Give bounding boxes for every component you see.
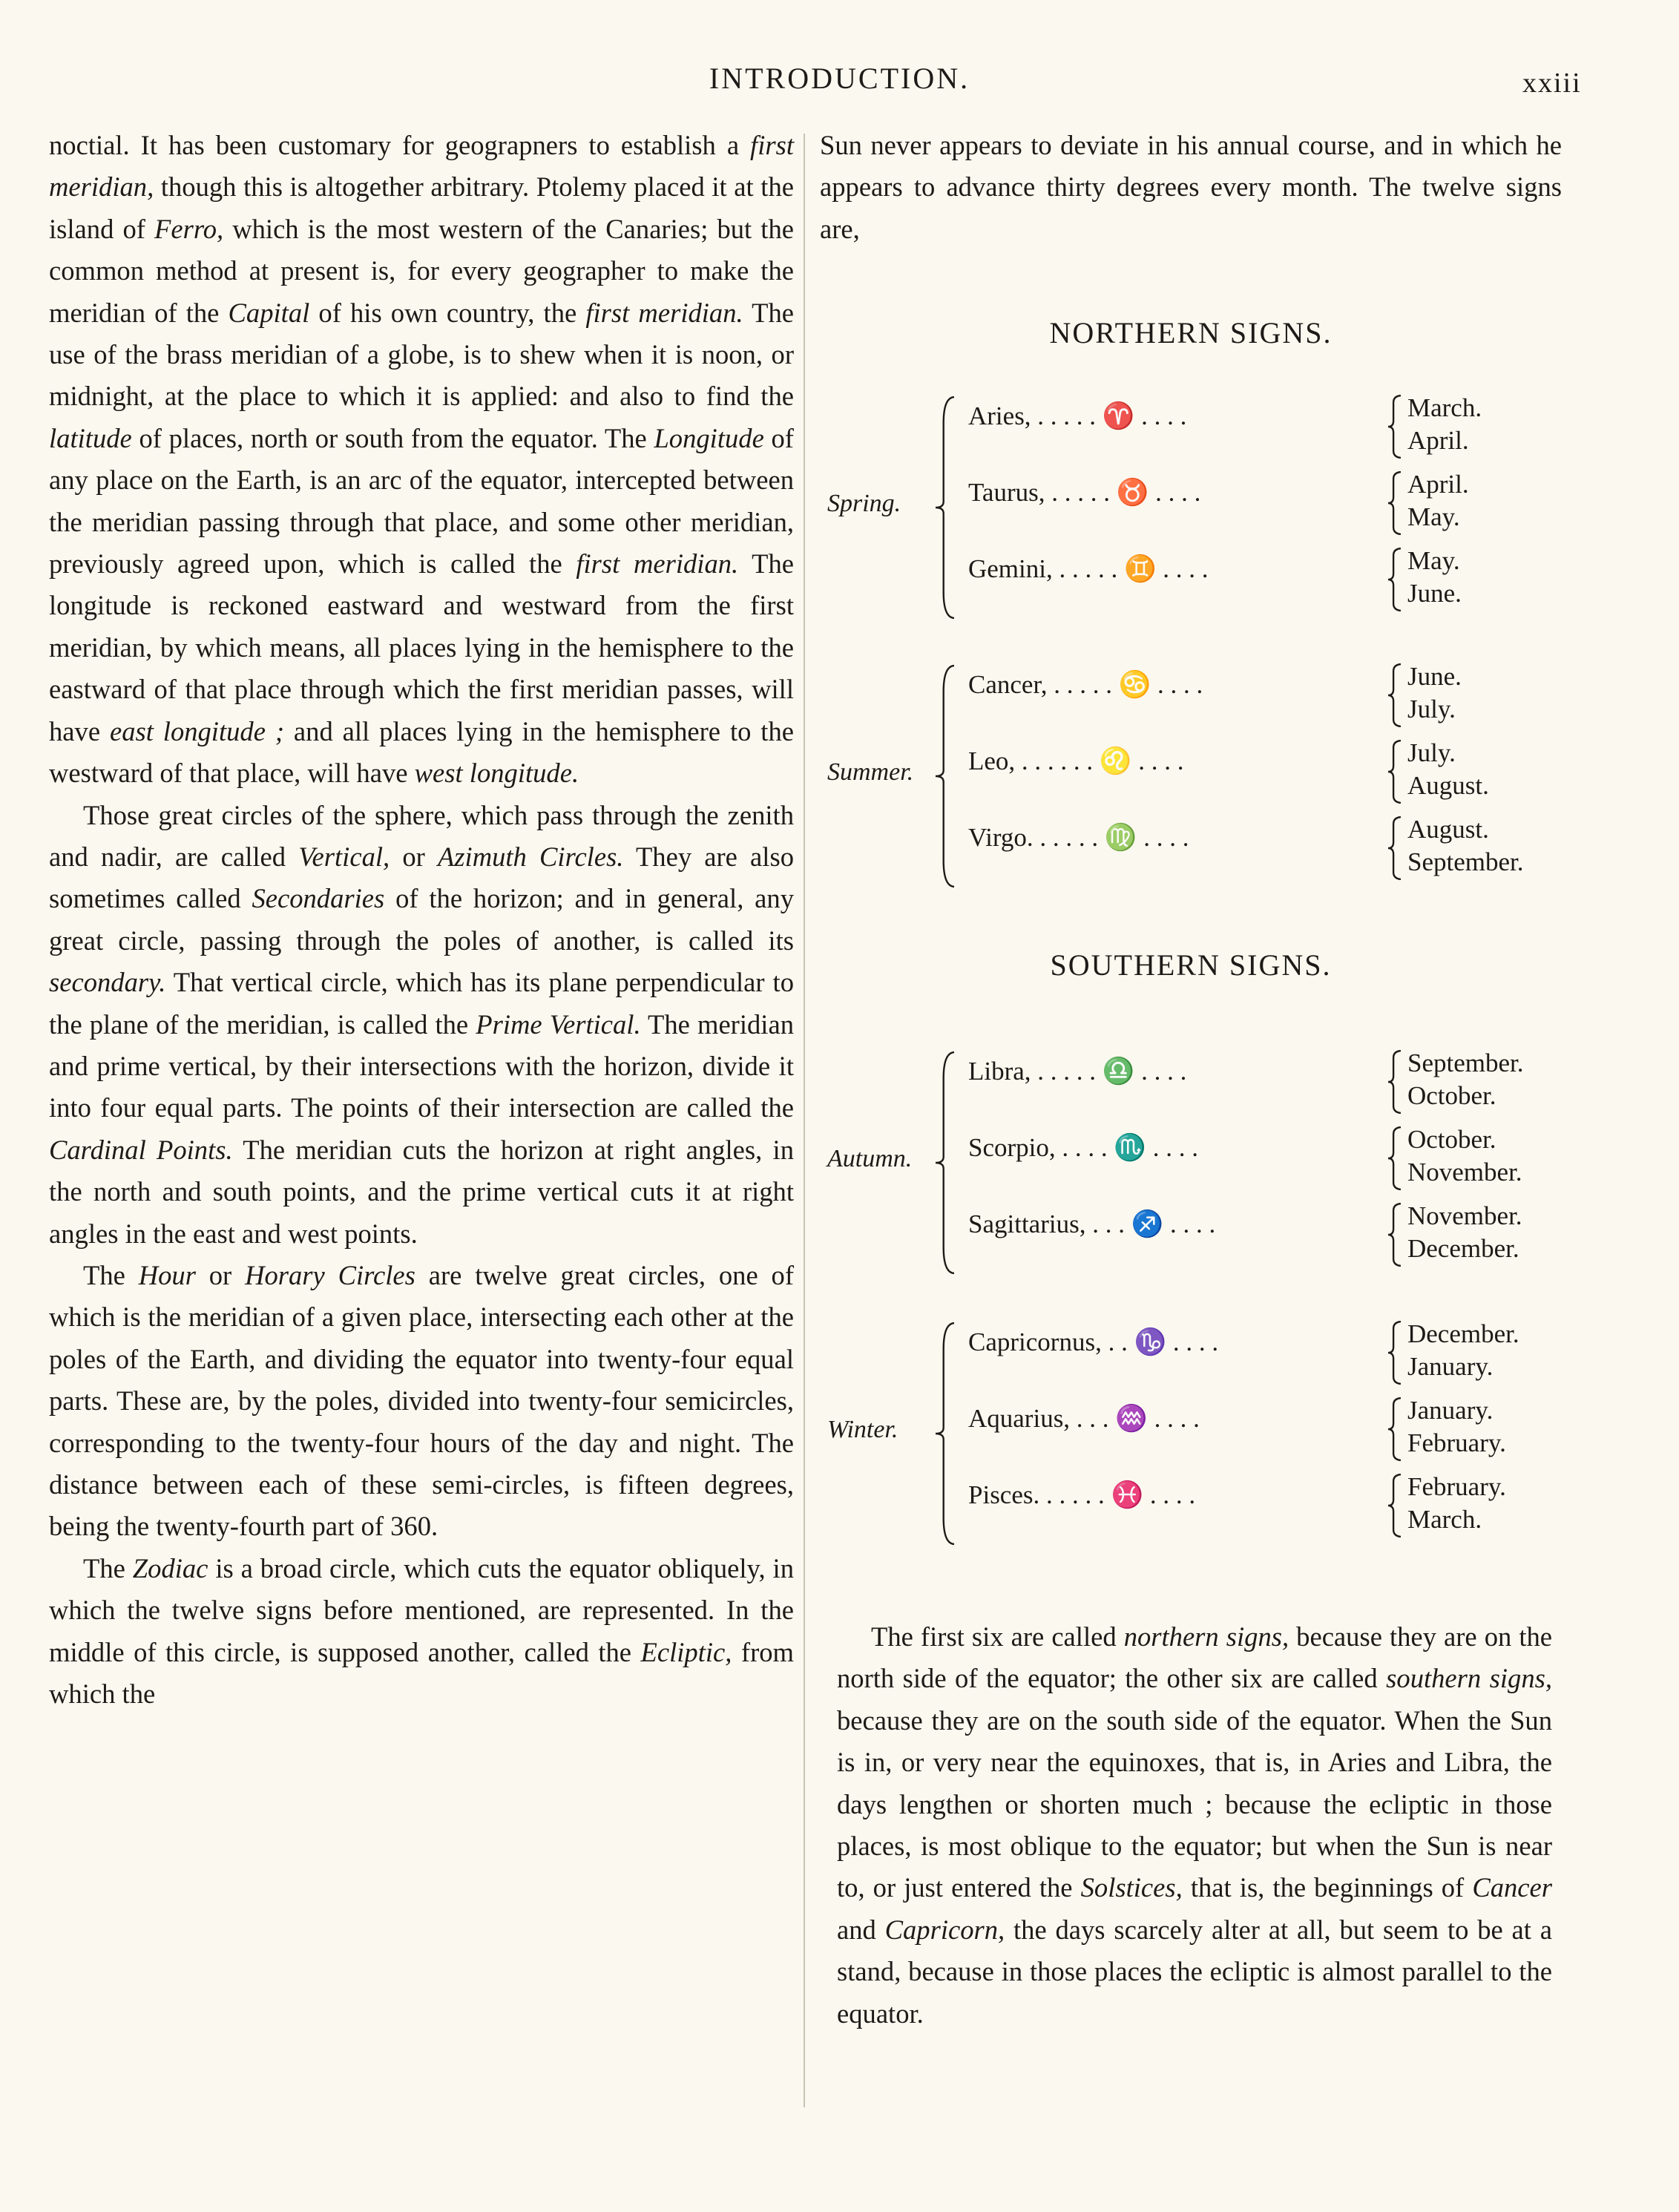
month-name: February. bbox=[1407, 1428, 1506, 1457]
month-name: November. bbox=[1407, 1201, 1522, 1230]
sign-months bbox=[1407, 545, 1462, 610]
paragraph-zodiac: The Zodiac is a broad circle, which cuts the equator obliquely, in which the twelve signs before mentioned, are represented. In the middle of this circle, is supposed another, called the Ecliptic, from which the bbox=[49, 1552, 795, 1710]
sign-row bbox=[968, 1201, 1577, 1273]
sign-name: Leo, . . . . . . ♌ . . . . bbox=[968, 746, 1184, 775]
month-brace bbox=[1387, 471, 1401, 535]
sign-months bbox=[1407, 1394, 1506, 1460]
season-group-summer bbox=[820, 662, 1577, 899]
sign-row bbox=[968, 1048, 1577, 1120]
month-brace bbox=[1387, 1397, 1401, 1461]
month-name: July. bbox=[1407, 738, 1456, 767]
month-brace bbox=[1387, 1474, 1401, 1537]
month-name: August. bbox=[1407, 815, 1489, 844]
month-name: February. bbox=[1407, 1472, 1506, 1501]
month-name: October. bbox=[1407, 1125, 1496, 1154]
month-name: April. bbox=[1407, 470, 1469, 499]
season-label: Spring. bbox=[827, 490, 901, 517]
sign-name: Aquarius, . . . ♒ . . . . bbox=[968, 1404, 1200, 1433]
sign-row bbox=[968, 470, 1577, 541]
month-name: January. bbox=[1407, 1396, 1494, 1425]
month-brace bbox=[1387, 816, 1401, 880]
sign-months bbox=[1407, 1318, 1519, 1383]
month-name: March. bbox=[1407, 393, 1482, 422]
sign-months bbox=[1407, 813, 1524, 879]
sign-name: Sagittarius, . . . ♐ . . . . bbox=[968, 1210, 1216, 1238]
season-group-spring bbox=[820, 393, 1577, 631]
sign-row bbox=[968, 1396, 1577, 1467]
season-label: Summer. bbox=[827, 758, 914, 786]
season-group-winter bbox=[820, 1319, 1577, 1557]
month-name: June. bbox=[1407, 579, 1462, 608]
month-brace bbox=[1387, 548, 1401, 611]
month-name: December. bbox=[1407, 1234, 1519, 1263]
season-label: Winter. bbox=[827, 1416, 898, 1443]
right-column-intro bbox=[820, 125, 1562, 250]
season-brace bbox=[935, 665, 954, 887]
month-brace bbox=[1387, 1203, 1401, 1267]
month-brace bbox=[1387, 1321, 1401, 1385]
sign-name: Pisces. . . . . . ♓ . . . . bbox=[968, 1480, 1196, 1509]
sign-months bbox=[1407, 1200, 1522, 1265]
sign-row bbox=[968, 662, 1577, 733]
sign-name: Scorpio, . . . . ♏ . . . . bbox=[968, 1133, 1198, 1162]
sign-row bbox=[968, 738, 1577, 810]
season-brace bbox=[935, 1051, 954, 1274]
month-brace bbox=[1387, 395, 1401, 459]
sign-row bbox=[968, 1472, 1577, 1543]
month-name: November. bbox=[1407, 1158, 1522, 1187]
month-name: August. bbox=[1407, 771, 1489, 800]
month-brace bbox=[1387, 1050, 1401, 1114]
month-name: May. bbox=[1407, 502, 1460, 531]
paragraph-horary-circles: The Hour or Horary Circles are twelve great circles, one of which is the meridian of a given place, intersecting each other at the poles of the Earth, and dividing the equator into twenty-four equal parts. These are, by the poles, divided into twenty-four semicircles, corresponding to the twenty-four hours of the day and night. The distance between each of these semi-circles, is fifteen degrees, being the twenty-fourth part of 360. bbox=[49, 1259, 794, 1542]
month-brace bbox=[1387, 1126, 1401, 1190]
page-number: xxiii bbox=[1522, 68, 1582, 99]
month-name: June. bbox=[1407, 662, 1462, 691]
sign-months bbox=[1407, 1471, 1506, 1536]
sign-name: Libra, . . . . . ♎ . . . . bbox=[968, 1057, 1187, 1086]
month-name: March. bbox=[1407, 1505, 1482, 1534]
season-brace bbox=[935, 396, 954, 619]
southern-signs-heading: SOUTHERN SIGNS. bbox=[1050, 948, 1332, 982]
sign-name: Gemini, . . . . . ♊ . . . . bbox=[968, 554, 1209, 583]
month-name: December. bbox=[1407, 1319, 1519, 1348]
sign-row bbox=[968, 393, 1577, 465]
month-brace bbox=[1387, 663, 1401, 727]
month-name: September. bbox=[1407, 1048, 1524, 1077]
sign-name: Capricornus, . . ♑ . . . . bbox=[968, 1327, 1219, 1356]
running-title: INTRODUCTION. bbox=[709, 62, 970, 95]
sign-name: Taurus, . . . . . ♉ . . . . bbox=[968, 478, 1201, 507]
paragraph-vertical-circles: Those great circles of the sphere, which pass through the zenith and nadir, are called Vertical, or Azimuth Circles. They are also sometimes called Secondaries of the horizon; and in general, any great circle, passing through the poles of another, is called its secondary. That vertical circle, which has its plane perpendicular to the plane of the meridian, is called the Prime Vertical. The meridian and prime vertical, by their intersections with the horizon, divide it into four equal parts. The points of their intersection are called the Cardinal Points. The meridian cuts the horizon at right angles, in the north and south points, and the prime vertical cuts it at right angles in the east and west points. bbox=[49, 799, 794, 1249]
month-name: April. bbox=[1407, 426, 1469, 455]
month-name: September. bbox=[1407, 847, 1524, 876]
paragraph-twelve-signs: Sun never appears to deviate in his annual course, and in which he appears to advance thirty degrees every month. The twelve signs are, bbox=[820, 130, 1562, 244]
column-divider bbox=[804, 134, 805, 2107]
paragraph-signs-explained: The first six are called northern signs, because they are on the north side of the equator; the other six are called southern signs, because they are on the south side of the equator. When the Sun is in, or very near the equinoxes, that is, in Aries and Libra, the days lengthen or shorten much ; because the ecliptic in those places, is most oblique to the equator; but when the Sun is near to, or just entered the Solstices, that is, the beginnings of Cancer and Capricorn, the days scarcely alter at all, but seem to be at a stand, because in those places the ecliptic is almost parallel to the equator. bbox=[837, 1621, 1553, 2029]
left-column bbox=[49, 125, 794, 1715]
sign-name: Aries, . . . . . ♈ . . . . bbox=[968, 401, 1187, 430]
month-name: January. bbox=[1407, 1352, 1494, 1381]
sign-months bbox=[1407, 468, 1469, 534]
sign-row bbox=[968, 815, 1577, 886]
month-name: May. bbox=[1407, 546, 1460, 575]
right-column-conclusion bbox=[837, 1616, 1552, 2035]
month-name: October. bbox=[1407, 1081, 1496, 1110]
month-name: July. bbox=[1407, 695, 1456, 723]
northern-signs-heading: NORTHERN SIGNS. bbox=[1049, 316, 1333, 349]
sign-row bbox=[968, 1319, 1577, 1391]
season-brace bbox=[935, 1322, 954, 1545]
sign-row bbox=[968, 1125, 1577, 1196]
sign-name: Virgo. . . . . . ♍ . . . . bbox=[968, 823, 1189, 852]
paragraph-meridian: noctial. It has been customary for geograpners to establish a first meridian, though this is altogether arbitrary. Ptolemy placed it at the island of Ferro, which is the most western of the Canaries; but the common method at present is, for every geographer to make the meridian of the Capital of his own country, the first meridian. The use of the brass meridian of a globe, is to shew when it is noon, or midnight, at the place to which it is applied: and also to find the latitude of places, north or south from the equator. The Longitude of any place on the Earth, is an arc of the equator, intercepted between the meridian passing through that place, and some other meridian, previously agreed upon, which is called the first meridian. The longitude is reckoned eastward and westward from the first meridian, by which means, all places lying in the hemisphere to the eastward of that place through which the first meridian passes, will have east longitude ; and all places lying in the hemisphere to the westward of that place, will have west longitude. bbox=[49, 130, 795, 789]
sign-months bbox=[1407, 1047, 1524, 1112]
sign-row bbox=[968, 546, 1577, 617]
season-group-autumn bbox=[820, 1048, 1577, 1286]
month-brace bbox=[1387, 740, 1401, 804]
season-label: Autumn. bbox=[827, 1145, 913, 1172]
sign-months bbox=[1407, 737, 1489, 802]
sign-months bbox=[1407, 660, 1462, 726]
sign-months bbox=[1407, 1123, 1522, 1189]
sign-months bbox=[1407, 392, 1482, 457]
sign-name: Cancer, . . . . . ♋ . . . . bbox=[968, 670, 1203, 699]
